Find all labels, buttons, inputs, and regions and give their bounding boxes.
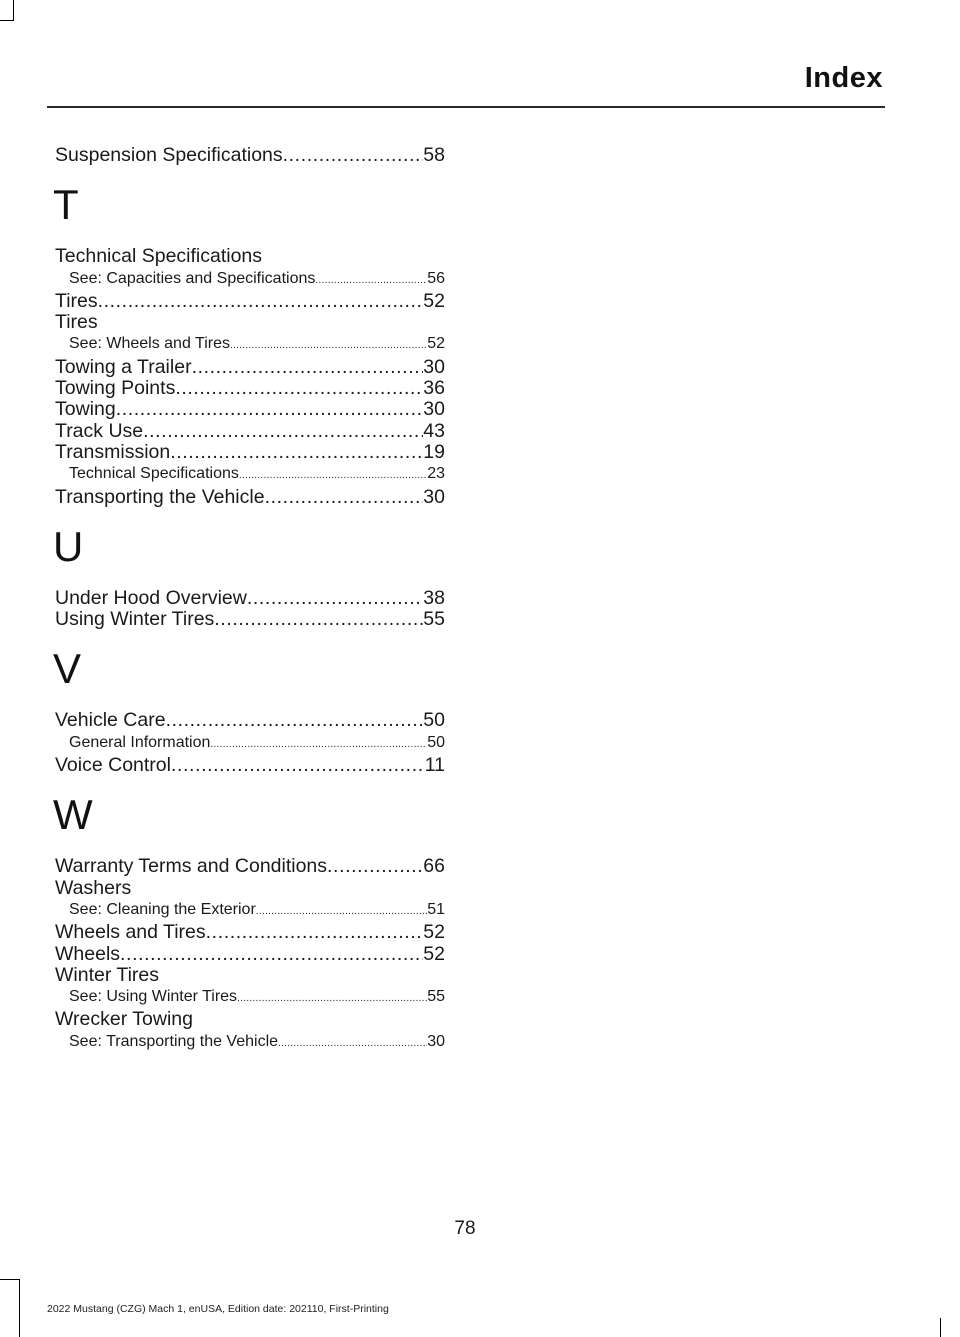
dot-leader [166, 710, 424, 731]
index-subentry [55, 986, 445, 1009]
dot-leader [278, 1033, 427, 1054]
index-entry [55, 487, 445, 508]
entry-label: Towing a Trailer [55, 355, 192, 378]
index-heading: Tires [55, 311, 98, 334]
crop-mark-bottom-left-h [0, 1279, 20, 1280]
index-entry [55, 378, 445, 399]
entry-label: Towing [55, 398, 116, 421]
entry-label: Track Use [55, 419, 144, 442]
index-entry [55, 399, 445, 420]
entry-label: Using Winter Tires [55, 608, 215, 631]
dot-leader [230, 335, 427, 356]
entry-label: See: Transporting the Vehicle [69, 1032, 279, 1050]
entry-page-number: 52 [423, 942, 445, 965]
dot-leader [171, 755, 425, 776]
entry-label: Suspension Specifications [55, 144, 283, 166]
page-title: Index [804, 62, 883, 94]
dot-leader [237, 988, 427, 1009]
entry-label: Under Hood Overview [55, 586, 247, 609]
index-subentry [55, 268, 445, 291]
entry-label: See: Wheels and Tires [69, 335, 230, 353]
dot-leader [206, 922, 424, 943]
index-entry [55, 710, 445, 731]
entry-page-number: 30 [423, 485, 445, 508]
crop-mark-bottom-left-v [19, 1279, 20, 1337]
entry-label: Wheels [55, 942, 121, 965]
entry-page-number: 23 [427, 465, 445, 483]
index-entry [55, 357, 445, 378]
dot-leader [256, 901, 427, 922]
entry-label: Vehicle Care [55, 709, 166, 732]
index-entry [55, 755, 445, 776]
index-subentry [55, 333, 445, 356]
entry-label: See: Cleaning the Exterior [69, 900, 256, 918]
index-section-letter: T [53, 181, 79, 229]
index-entry [55, 291, 445, 312]
index-section-letter: W [53, 791, 93, 839]
entry-label: See: Capacities and Specifications [69, 269, 316, 287]
dot-leader [98, 291, 424, 312]
index-heading: Washers [55, 876, 132, 899]
dot-leader [315, 270, 427, 291]
dot-leader [247, 588, 423, 609]
entry-page-number: 51 [427, 900, 445, 918]
index-heading: Technical Specifications [55, 245, 263, 268]
crop-mark-top-left-h [0, 20, 14, 21]
entry-page-number: 11 [424, 754, 445, 777]
entry-label: Tires [55, 289, 98, 312]
entry-label: Transmission [55, 440, 171, 463]
entry-label: Transporting the Vehicle [55, 485, 265, 508]
index-section-letter: V [53, 645, 82, 693]
dot-leader [170, 442, 423, 463]
entry-page-number: 55 [427, 988, 445, 1006]
index-entry [55, 145, 445, 166]
entry-page-number: 50 [427, 733, 445, 751]
dot-leader [116, 399, 424, 420]
index-entry [55, 609, 445, 630]
entry-page-number: 36 [423, 377, 445, 400]
dot-leader [120, 944, 423, 965]
index-heading: Wrecker Towing [55, 1008, 193, 1031]
entry-page-number: 52 [423, 921, 445, 944]
entry-page-number: 52 [427, 335, 445, 353]
index-entry [55, 588, 445, 609]
index-list [55, 145, 445, 1054]
index-subentry [55, 899, 445, 922]
entry-label: Wheels and Tires [55, 921, 206, 944]
entry-label: General Information [69, 733, 211, 751]
index-subentry [55, 463, 445, 486]
dot-leader [175, 378, 423, 399]
footer-text: 2022 Mustang (CZG) Mach 1, enUSA, Edition date: 202110, First-Printing [47, 1303, 389, 1315]
entry-label: Voice Control [55, 754, 171, 777]
entry-label: Towing Points [55, 377, 176, 400]
index-entry [55, 442, 445, 463]
entry-label: Warranty Terms and Conditions [55, 855, 328, 878]
crop-mark-top-left-v [13, 0, 14, 20]
entry-label: See: Using Winter Tires [69, 988, 238, 1006]
entry-page-number: 52 [423, 289, 445, 312]
dot-leader [283, 145, 424, 166]
dot-leader [239, 465, 427, 486]
entry-page-number: 56 [427, 269, 445, 287]
index-heading: Winter Tires [55, 963, 160, 986]
entry-page-number: 50 [423, 709, 445, 732]
entry-page-number: 55 [423, 608, 445, 631]
crop-mark-bottom-right-v [940, 1318, 941, 1337]
index-entry [55, 922, 445, 943]
dot-leader [214, 609, 423, 630]
entry-page-number: 66 [423, 855, 445, 878]
entry-page-number: 43 [423, 419, 445, 442]
index-entry [55, 421, 445, 442]
index-subentry [55, 732, 445, 755]
index-subentry [55, 1031, 445, 1054]
dot-leader [327, 856, 423, 877]
header-rule [47, 106, 885, 108]
entry-page-number: 19 [423, 440, 445, 463]
entry-page-number: 30 [427, 1032, 445, 1050]
dot-leader [265, 487, 424, 508]
index-entry [55, 944, 445, 965]
index-section-letter: U [53, 522, 84, 570]
entry-label: Technical Specifications [69, 465, 239, 483]
dot-leader [192, 357, 424, 378]
entry-page-number: 58 [423, 144, 445, 166]
page-number: 78 [454, 1218, 476, 1239]
entry-page-number: 38 [423, 586, 445, 609]
entry-page-number: 30 [423, 398, 445, 421]
dot-leader [143, 421, 423, 442]
index-entry [55, 856, 445, 877]
entry-page-number: 30 [423, 355, 445, 378]
dot-leader [210, 734, 427, 755]
